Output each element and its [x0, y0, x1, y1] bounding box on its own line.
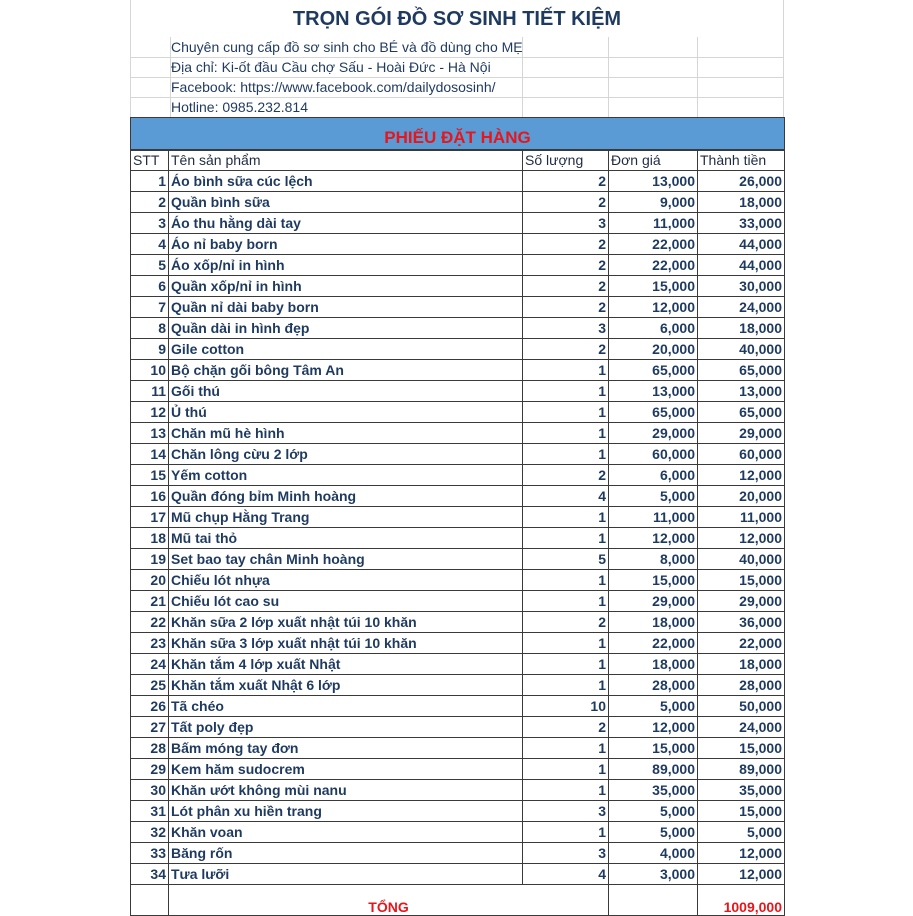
row-product-name: Áo nỉ baby born	[169, 234, 523, 255]
row-stt: 34	[131, 864, 169, 885]
row-line-total: 30,000	[698, 276, 785, 297]
row-unit-price: 13,000	[609, 381, 698, 402]
table-row	[131, 318, 785, 339]
row-quantity: 2	[523, 192, 609, 213]
row-line-total: 28,000	[698, 675, 785, 696]
row-product-name: Set bao tay chân Minh hoàng	[169, 549, 523, 570]
row-stt: 22	[131, 612, 169, 633]
row-stt: 16	[131, 486, 169, 507]
row-stt: 18	[131, 528, 169, 549]
row-line-total: 13,000	[698, 381, 785, 402]
col-header-qty: Số lượng	[523, 150, 609, 171]
table-row	[131, 486, 785, 507]
row-unit-price: 65,000	[609, 360, 698, 381]
row-line-total: 15,000	[698, 801, 785, 822]
row-stt: 19	[131, 549, 169, 570]
table-row	[131, 213, 785, 234]
row-product-name: Ủ thú	[169, 402, 523, 423]
row-stt: 28	[131, 738, 169, 759]
row-line-total: 33,000	[698, 213, 785, 234]
row-quantity: 1	[523, 381, 609, 402]
table-row	[131, 465, 785, 486]
row-stt: 20	[131, 570, 169, 591]
row-product-name: Tã chéo	[169, 696, 523, 717]
row-product-name: Tất poly đẹp	[169, 717, 523, 738]
row-unit-price: 22,000	[609, 633, 698, 654]
col-header-total: Thành tiền	[698, 150, 785, 171]
row-product-name: Quần bình sữa	[169, 192, 523, 213]
row-stt: 15	[131, 465, 169, 486]
row-quantity: 1	[523, 528, 609, 549]
row-stt: 2	[131, 192, 169, 213]
table-row	[131, 570, 785, 591]
row-quantity: 2	[523, 255, 609, 276]
table-row	[131, 738, 785, 759]
row-product-name: Khăn tắm 4 lớp xuất Nhật	[169, 654, 523, 675]
row-unit-price: 8,000	[609, 549, 698, 570]
row-unit-price: 15,000	[609, 276, 698, 297]
total-label: TỔNG	[169, 885, 609, 916]
row-unit-price: 12,000	[609, 717, 698, 738]
table-row	[131, 675, 785, 696]
row-product-name: Quần xốp/nỉ in hình	[169, 276, 523, 297]
row-quantity: 1	[523, 570, 609, 591]
row-quantity: 3	[523, 318, 609, 339]
table-row	[131, 822, 785, 843]
row-stt: 4	[131, 234, 169, 255]
table-row	[131, 507, 785, 528]
row-product-name: Quần dài in hình đẹp	[169, 318, 523, 339]
row-product-name: Gile cotton	[169, 339, 523, 360]
row-product-name: Bộ chặn gối bông Tâm An	[169, 360, 523, 381]
row-line-total: 40,000	[698, 339, 785, 360]
row-stt: 23	[131, 633, 169, 654]
row-line-total: 12,000	[698, 465, 785, 486]
row-stt: 31	[131, 801, 169, 822]
row-unit-price: 13,000	[609, 171, 698, 192]
row-stt: 32	[131, 822, 169, 843]
table-row	[131, 612, 785, 633]
col-header-price: Đơn giá	[609, 150, 698, 171]
row-quantity: 2	[523, 297, 609, 318]
row-line-total: 50,000	[698, 696, 785, 717]
row-stt: 6	[131, 276, 169, 297]
table-row	[131, 591, 785, 612]
row-product-name: Mũ tai thỏ	[169, 528, 523, 549]
table-row	[131, 171, 785, 192]
table-row	[131, 339, 785, 360]
row-line-total: 40,000	[698, 549, 785, 570]
row-product-name: Yếm cotton	[169, 465, 523, 486]
row-product-name: Chăn mũ hè hình	[169, 423, 523, 444]
row-product-name: Áo xốp/nỉ in hình	[169, 255, 523, 276]
row-stt: 29	[131, 759, 169, 780]
row-line-total: 24,000	[698, 717, 785, 738]
col-header-stt: STT	[131, 150, 169, 171]
table-row	[131, 759, 785, 780]
row-stt: 30	[131, 780, 169, 801]
row-product-name: Áo thu hằng dài tay	[169, 213, 523, 234]
shop-address: Địa chỉ: Ki-ốt đầu Cầu chợ Sấu - Hoài Đức - Hà Nội	[171, 59, 491, 75]
table-row	[131, 360, 785, 381]
table-row	[131, 843, 785, 864]
row-line-total: 5,000	[698, 822, 785, 843]
row-unit-price: 18,000	[609, 654, 698, 675]
row-product-name: Quần đóng bỉm Minh hoàng	[169, 486, 523, 507]
row-stt: 24	[131, 654, 169, 675]
header-line-address	[130, 57, 784, 78]
row-product-name: Bấm móng tay đơn	[169, 738, 523, 759]
row-unit-price: 6,000	[609, 318, 698, 339]
row-stt: 13	[131, 423, 169, 444]
row-quantity: 2	[523, 171, 609, 192]
row-quantity: 1	[523, 633, 609, 654]
row-line-total: 18,000	[698, 192, 785, 213]
row-unit-price: 18,000	[609, 612, 698, 633]
row-unit-price: 5,000	[609, 696, 698, 717]
row-product-name: Khăn voan	[169, 822, 523, 843]
table-row	[131, 192, 785, 213]
row-unit-price: 5,000	[609, 486, 698, 507]
row-quantity: 2	[523, 717, 609, 738]
shop-title: TRỌN GÓI ĐỒ SƠ SINH TIẾT KIỆM	[292, 8, 622, 30]
table-row	[131, 276, 785, 297]
table-row	[131, 549, 785, 570]
row-stt: 17	[131, 507, 169, 528]
table-row	[131, 234, 785, 255]
row-stt: 8	[131, 318, 169, 339]
table-row	[131, 528, 785, 549]
total-amount: 1009,000	[698, 885, 785, 916]
row-quantity: 3	[523, 843, 609, 864]
shop-facebook: Facebook: https://www.facebook.com/dailydososinh/	[171, 79, 496, 95]
row-quantity: 1	[523, 759, 609, 780]
shop-hotline: Hotline: 0985.232.814	[171, 99, 308, 115]
row-unit-price: 15,000	[609, 738, 698, 759]
row-quantity: 1	[523, 822, 609, 843]
table-body	[131, 171, 785, 885]
shop-description: Chuyên cung cấp đồ sơ sinh cho BÉ và đồ dùng cho MẸ	[171, 39, 523, 55]
row-line-total: 22,000	[698, 633, 785, 654]
table-row	[131, 402, 785, 423]
row-line-total: 44,000	[698, 234, 785, 255]
row-line-total: 44,000	[698, 255, 785, 276]
table-row	[131, 444, 785, 465]
row-line-total: 36,000	[698, 612, 785, 633]
row-unit-price: 12,000	[609, 528, 698, 549]
row-stt: 21	[131, 591, 169, 612]
table-row	[131, 654, 785, 675]
row-line-total: 65,000	[698, 402, 785, 423]
row-quantity: 1	[523, 654, 609, 675]
row-line-total: 29,000	[698, 591, 785, 612]
row-stt: 26	[131, 696, 169, 717]
order-sheet	[130, 0, 784, 913]
row-stt: 1	[131, 171, 169, 192]
row-quantity: 2	[523, 234, 609, 255]
row-product-name: Băng rốn	[169, 843, 523, 864]
row-stt: 14	[131, 444, 169, 465]
row-line-total: 29,000	[698, 423, 785, 444]
row-stt: 12	[131, 402, 169, 423]
row-stt: 3	[131, 213, 169, 234]
row-quantity: 10	[523, 696, 609, 717]
row-unit-price: 9,000	[609, 192, 698, 213]
row-unit-price: 22,000	[609, 255, 698, 276]
row-unit-price: 22,000	[609, 234, 698, 255]
row-quantity: 1	[523, 402, 609, 423]
row-quantity: 1	[523, 738, 609, 759]
table-row	[131, 297, 785, 318]
row-product-name: Quần nỉ dài baby born	[169, 297, 523, 318]
row-unit-price: 12,000	[609, 297, 698, 318]
row-line-total: 24,000	[698, 297, 785, 318]
row-stt: 25	[131, 675, 169, 696]
order-table	[130, 149, 785, 916]
table-row	[131, 780, 785, 801]
row-stt: 7	[131, 297, 169, 318]
row-quantity: 1	[523, 423, 609, 444]
row-line-total: 26,000	[698, 171, 785, 192]
row-unit-price: 35,000	[609, 780, 698, 801]
table-row	[131, 255, 785, 276]
form-title-banner	[130, 117, 785, 151]
row-quantity: 2	[523, 612, 609, 633]
table-row	[131, 717, 785, 738]
row-product-name: Khăn sữa 2 lớp xuất nhật túi 10 khăn	[169, 612, 523, 633]
row-product-name: Chiếu lót nhựa	[169, 570, 523, 591]
row-product-name: Khăn tắm xuất Nhật 6 lớp	[169, 675, 523, 696]
table-row	[131, 864, 785, 885]
row-unit-price: 20,000	[609, 339, 698, 360]
header-line-hotline	[130, 97, 784, 118]
row-unit-price: 89,000	[609, 759, 698, 780]
row-unit-price: 6,000	[609, 465, 698, 486]
row-quantity: 3	[523, 213, 609, 234]
row-quantity: 3	[523, 801, 609, 822]
row-unit-price: 3,000	[609, 864, 698, 885]
table-row	[131, 696, 785, 717]
table-row	[131, 633, 785, 654]
row-product-name: Kem hăm sudocrem	[169, 759, 523, 780]
row-quantity: 1	[523, 591, 609, 612]
form-title: PHIẾU ĐẶT HÀNG	[384, 128, 531, 147]
row-quantity: 2	[523, 339, 609, 360]
row-product-name: Lót phân xu hiền trang	[169, 801, 523, 822]
row-quantity: 4	[523, 486, 609, 507]
table-row	[131, 801, 785, 822]
row-product-name: Khăn sữa 3 lớp xuất nhật túi 10 khăn	[169, 633, 523, 654]
row-line-total: 60,000	[698, 444, 785, 465]
row-stt: 11	[131, 381, 169, 402]
row-unit-price: 29,000	[609, 591, 698, 612]
row-line-total: 12,000	[698, 528, 785, 549]
row-quantity: 4	[523, 864, 609, 885]
row-line-total: 12,000	[698, 864, 785, 885]
row-unit-price: 29,000	[609, 423, 698, 444]
row-stt: 33	[131, 843, 169, 864]
table-row	[131, 423, 785, 444]
header-line-facebook	[130, 77, 784, 98]
row-line-total: 18,000	[698, 654, 785, 675]
row-unit-price: 15,000	[609, 570, 698, 591]
row-unit-price: 60,000	[609, 444, 698, 465]
row-unit-price: 28,000	[609, 675, 698, 696]
row-product-name: Tưa lưỡi	[169, 864, 523, 885]
row-product-name: Chăn lông cừu 2 lớp	[169, 444, 523, 465]
row-unit-price: 5,000	[609, 801, 698, 822]
row-unit-price: 11,000	[609, 507, 698, 528]
row-product-name: Mũ chụp Hằng Trang	[169, 507, 523, 528]
header-line-description	[130, 37, 784, 58]
col-header-name: Tên sản phẩm	[169, 150, 523, 171]
row-stt: 27	[131, 717, 169, 738]
row-product-name: Chiếu lót cao su	[169, 591, 523, 612]
table-header-row	[131, 150, 785, 171]
row-unit-price: 65,000	[609, 402, 698, 423]
row-quantity: 1	[523, 675, 609, 696]
row-quantity: 5	[523, 549, 609, 570]
row-quantity: 2	[523, 276, 609, 297]
row-line-total: 35,000	[698, 780, 785, 801]
row-stt: 5	[131, 255, 169, 276]
row-unit-price: 5,000	[609, 822, 698, 843]
row-unit-price: 4,000	[609, 843, 698, 864]
row-quantity: 1	[523, 507, 609, 528]
table-row	[131, 381, 785, 402]
row-line-total: 15,000	[698, 570, 785, 591]
row-line-total: 11,000	[698, 507, 785, 528]
row-stt: 9	[131, 339, 169, 360]
row-quantity: 1	[523, 780, 609, 801]
row-quantity: 1	[523, 444, 609, 465]
row-line-total: 15,000	[698, 738, 785, 759]
total-row	[131, 885, 785, 916]
row-product-name: Áo bình sữa cúc lệch	[169, 171, 523, 192]
row-quantity: 2	[523, 465, 609, 486]
row-line-total: 18,000	[698, 318, 785, 339]
row-quantity: 1	[523, 360, 609, 381]
row-product-name: Gối thú	[169, 381, 523, 402]
row-line-total: 65,000	[698, 360, 785, 381]
row-line-total: 89,000	[698, 759, 785, 780]
row-line-total: 20,000	[698, 486, 785, 507]
row-product-name: Khăn ướt không mùi nanu	[169, 780, 523, 801]
row-unit-price: 11,000	[609, 213, 698, 234]
row-line-total: 12,000	[698, 843, 785, 864]
row-stt: 10	[131, 360, 169, 381]
